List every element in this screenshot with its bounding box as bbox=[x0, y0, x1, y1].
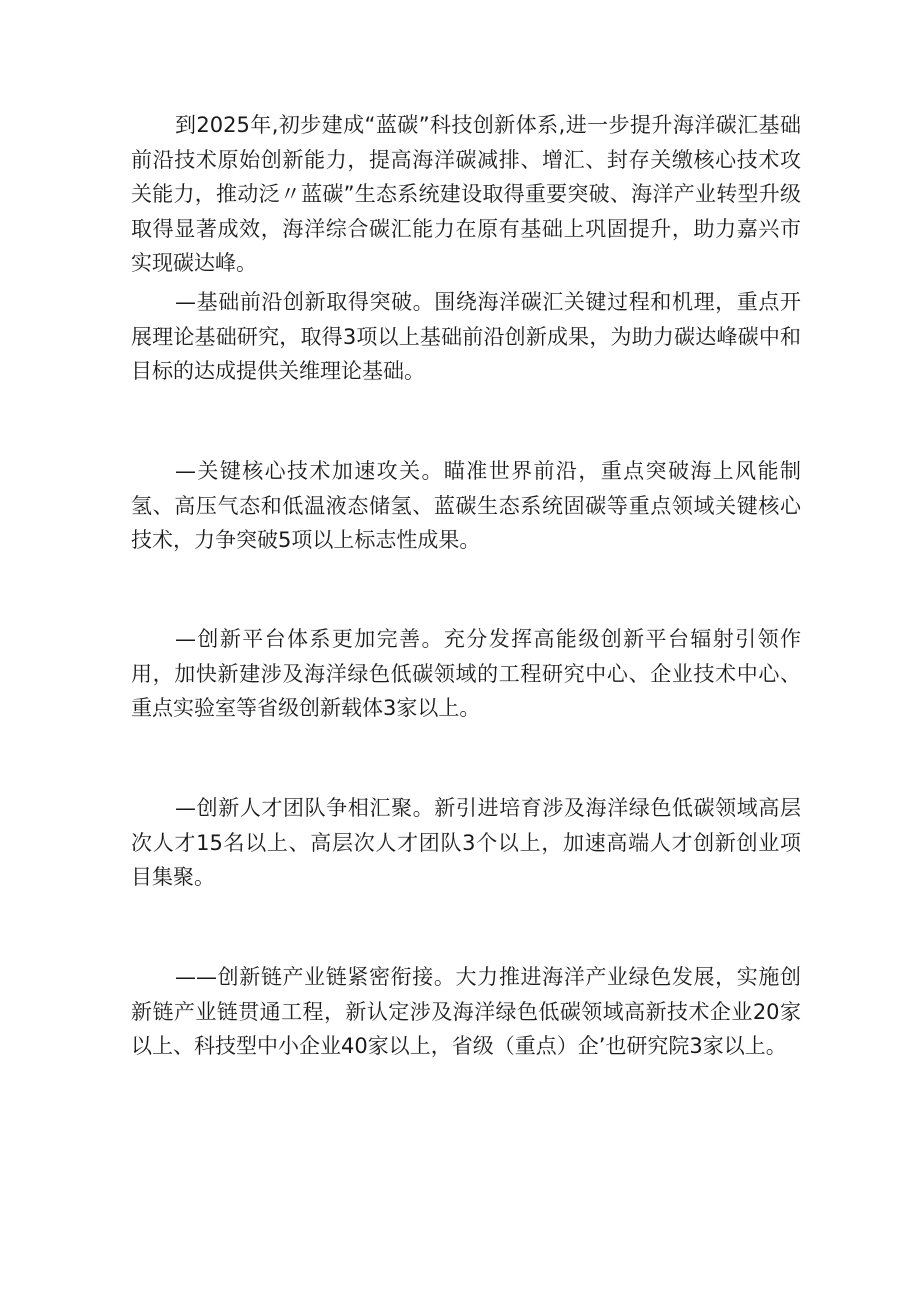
paragraph-industry-chain: ——创新链产业链紧密衔接。大力推进海洋产业绿色发展，实施创新链产业链贯通工程，新认定涉及海洋绿色低碳领域高新技术企业20家以上、科技型中小企业40家以上，省级（重点）企’也研究院3家以上。 bbox=[131, 965, 801, 1058]
paragraph-goals-2025: 到2025年,初步建成“蓝碳”科技创新体系,进一步提升海洋碳汇基础前沿技术原始创新能力，提高海洋碳减排、增汇、封存关缴核心技术攻关能力，推动泛〃蓝碳”生态系统建设取得重要突破、海洋产业转型升级取得显著成效，海洋综合碳汇能力在原有基础上巩固提升，助力嘉兴市实现碳达峰。 bbox=[131, 113, 801, 275]
paragraph-talent-teams: —创新人才团队争相汇聚。新引进培育涉及海洋绿色低碳领域高层次人才15名以上、高层次人才团队3个以上，加速高端人才创新创业项目集聚。 bbox=[131, 796, 801, 889]
paragraph-core-technology: —关键核心技术加速攻关。瞄准世界前沿，重点突破海上风能制氢、高压气态和低温液态储氢、蓝碳生态系统固碳等重点领域关键核心技术，力争突破5项以上标志性成果。 bbox=[131, 459, 801, 552]
paragraph-innovation-platform: —创新平台体系更加完善。充分发挥高能级创新平台辐射引领作用，加快新建涉及海洋绿色低碳领域的工程研究中心、企业技术中心、重点实验室等省级创新载体3家以上。 bbox=[131, 627, 801, 720]
paragraph-basic-research: —基础前沿创新取得突破。围绕海洋碳汇关键过程和机理，重点开展理论基础研究，取得3项以上基础前沿创新成果，为助力碳达峰碳中和目标的达成提供关维理论基础。 bbox=[131, 290, 801, 383]
